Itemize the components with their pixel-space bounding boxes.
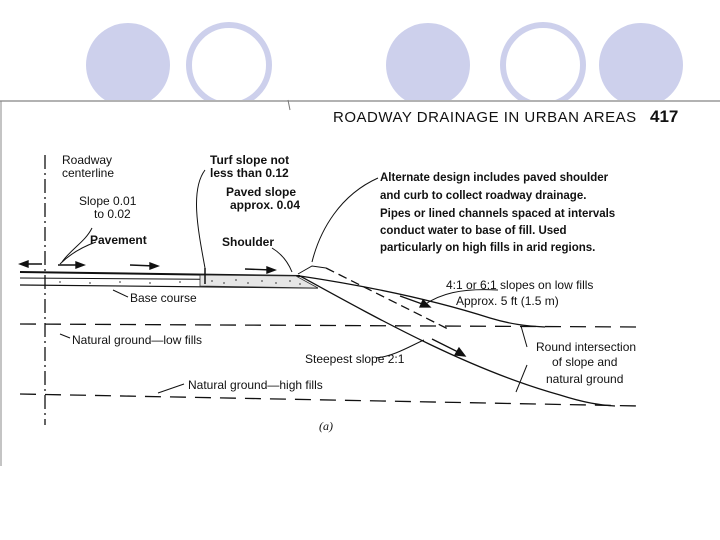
deco-circle-filled [86,23,170,107]
running-header: ROADWAY DRAINAGE IN URBAN AREAS [333,109,637,126]
label-alternate-design-2: and curb to collect roadway drainage. [380,190,587,202]
deco-circle-filled [599,23,683,107]
figure-caption: (a) [319,419,333,433]
label-alternate-design-4: conduct water to base of fill. Used [380,225,567,237]
label-round-intersection-2: of slope and [552,355,618,369]
label-low-fills-slopes-2: Approx. 5 ft (1.5 m) [456,294,559,308]
label-shoulder: Shoulder [222,235,275,249]
label-steepest-slope: Steepest slope 2:1 [305,352,405,366]
decorative-circles [86,23,683,107]
label-slope-2: to 0.02 [94,207,131,221]
label-slope-1: Slope 0.01 [79,194,137,208]
label-paved-slope-2: approx. 0.04 [230,198,301,212]
label-roadway-centerline-2: centerline [62,166,115,180]
label-paved-slope-1: Paved slope [226,185,297,199]
deco-circle-filled [386,23,470,107]
label-round-intersection-3: natural ground [546,372,624,386]
label-pavement: Pavement [90,233,147,247]
deco-circle-ring [189,25,269,105]
label-turf-slope-1: Turf slope not [210,153,290,167]
label-low-fills-slopes-1: 4:1 or 6:1 slopes on low fills [446,278,594,292]
label-natural-ground-high: Natural ground—high fills [188,378,323,392]
deco-circle-ring [503,25,583,105]
label-roadway-centerline-1: Roadway [62,153,113,167]
label-alternate-design-1: Alternate design includes paved shoulder [380,172,609,184]
label-turf-slope-2: less than 0.12 [210,166,289,180]
page-number: 417 [650,107,679,126]
label-round-intersection-1: Round intersection [536,340,637,354]
label-alternate-design-5: particularly on high fills in arid regions. [380,242,596,254]
label-base-course: Base course [130,291,197,305]
label-alternate-design-3: Pipes or lined channels spaced at intervals [380,208,616,220]
label-natural-ground-low: Natural ground—low fills [72,333,203,347]
